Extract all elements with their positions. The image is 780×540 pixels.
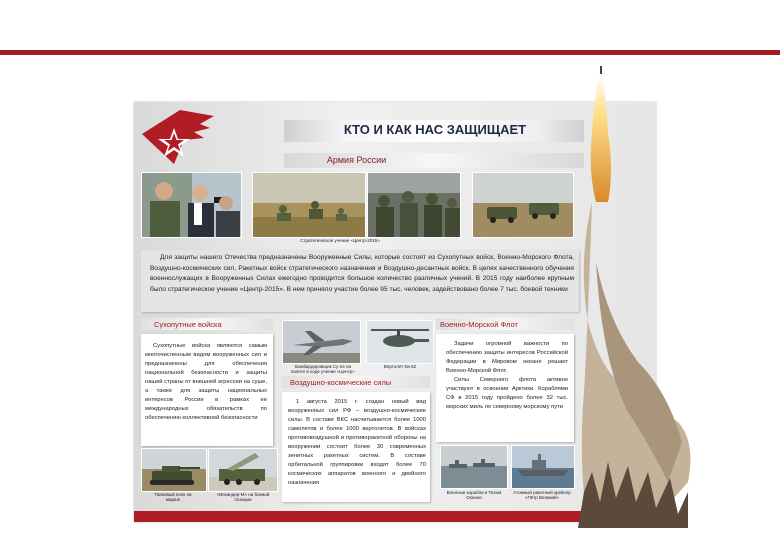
iskander-caption: «Искандер-М» на боевой позиции	[216, 492, 270, 503]
officials-photo	[141, 172, 242, 238]
ka52-photo	[366, 320, 434, 364]
navy-text-paragraph-2: Силы Северного флота активно участвуют в освоении Арктики. Кораблями СФ в 2015 году пройдено более 32 тыс. морских миль по северному морскому пути	[446, 377, 568, 410]
iskander-photo	[208, 448, 278, 492]
military-vehicles-photo	[472, 172, 574, 238]
soldiers-field-photo	[252, 172, 366, 238]
rocket-launch-image	[578, 62, 696, 528]
warships-photo	[440, 445, 508, 489]
su24-caption: Бомбардировщик Су-24 на взлете в ходе учения «Центр»	[291, 364, 355, 375]
top-red-bar	[0, 50, 780, 55]
page-title: КТО И КАК НАС ЗАЩИЩАЕТ	[343, 122, 527, 137]
tank-caption: Танковый полк на марше	[154, 492, 192, 503]
intro-text: Для защиты нашего Отечества предназначены Вооруженные Силы, которые состоят из Сухопутных войск, Военно-Морского Флота, Воздушно-космических сил, Ракетных войск стратегического назначения и Воздушно-десантных войск. В целях качественного обучения военнослужащих в Вооруженных Силах ежегодно проводится большое количество различных учений. В 2015 году наиболее крупным было стратегическое учение «Центр-2015». В нем приняло участие более 95 тыс. человек, задействовано более 7 тыс. боевой техники	[150, 254, 574, 293]
navy-text-paragraph-1: Задачи огромной важности по обеспечению защиты интересов Российской Федерации в Мировом океане решает Военно-Морской Флот.	[446, 341, 568, 374]
warships-caption: Военные корабли в Тихом Океане	[446, 490, 502, 501]
eagle-star-emblem-icon	[140, 106, 220, 168]
navy-text	[446, 340, 568, 412]
page-subtitle: Армия России	[326, 155, 387, 165]
ka52-caption: Вертолет Ка-52	[383, 364, 417, 369]
navy-title: Военно-Морской Флот	[440, 320, 518, 329]
troops-crowd-photo	[367, 172, 461, 238]
aero-text: 1 августа 2015 г. создан новый вид вооруженных сил РФ – воздушно-космические силы. В составе ВКС насчитывается более 1000 самолетов и более 1000 вертолетов. В войсках противовоздушной и противоракетной обороны на вооружении состоит более 30 современных зенитных ракетных систем. В составе орбитальной группировки входят более 70 космических аппаратов военного и двойного назначения	[288, 399, 426, 486]
su24-photo	[282, 320, 361, 364]
cruiser-caption: Атомный ракетный крейсер «Пётр Великий»	[513, 490, 571, 501]
ground-text: Сухопутные войска являются самым многочисленным видом вооруженных сил и предназначены для обеспечения национальной безопасности и защиты нашей страны от внешней агрессии на суше, а также для защиты национальных интересов России в рамках ее международных обязательств по обеспечению коллективной безопасности	[145, 343, 267, 421]
ground-title: Сухопутные войска	[154, 320, 222, 329]
aero-title: Воздушно-космические силы	[290, 378, 392, 387]
tank-photo	[141, 448, 207, 492]
exercise-caption: Стратегическое учение «Центр-2015»	[300, 238, 380, 243]
cruiser-photo	[511, 445, 575, 489]
